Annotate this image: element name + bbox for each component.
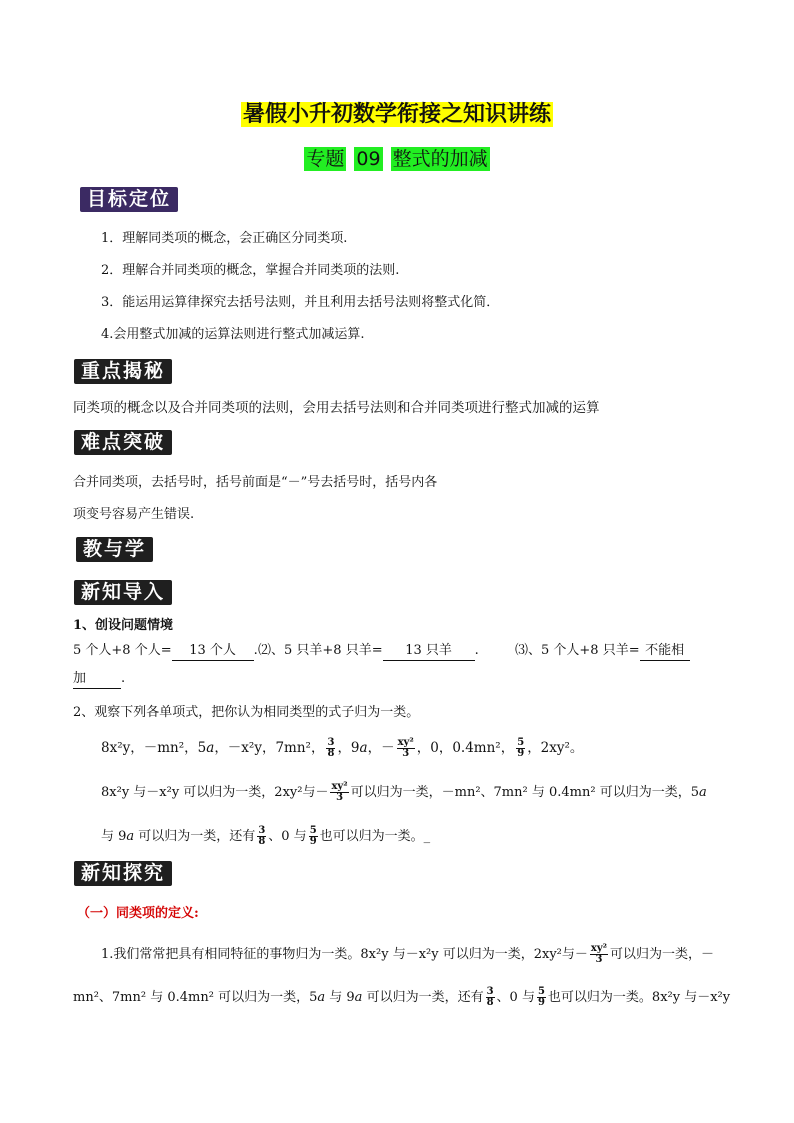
fraction bbox=[330, 782, 348, 803]
hard-badge: 难点突破 bbox=[74, 430, 172, 455]
fraction-den: 9 bbox=[517, 748, 525, 759]
q3-answer-cont: 加 bbox=[73, 670, 121, 689]
explore-part: mn²、7mn² 与 0.4mn² 可以归为一类，5 bbox=[73, 990, 318, 1005]
terms-part: ，－x²y，7mn²， bbox=[214, 740, 325, 756]
subtitle-num: 09 bbox=[356, 148, 381, 170]
goal-item: 2．理解合并同类项的概念，掌握合并同类项的法则. bbox=[101, 263, 400, 278]
explore-line-2 bbox=[73, 987, 730, 1008]
q1-prefix: 5 个人+8 个人= bbox=[73, 643, 172, 658]
terms-part: ，9 bbox=[337, 740, 360, 756]
fraction-num: 5 bbox=[537, 986, 545, 997]
var-a: a bbox=[126, 829, 135, 844]
explore-heading: （一）同类项的定义: bbox=[77, 906, 199, 921]
explore-line-1 bbox=[101, 944, 714, 965]
fraction-den: 3 bbox=[402, 748, 410, 759]
q2-answer: 13 只羊 bbox=[383, 642, 475, 661]
fraction bbox=[590, 944, 608, 965]
answer-part: 可以归为一类，还有 bbox=[134, 829, 256, 844]
subtitle-prefix: 专题 bbox=[306, 148, 345, 170]
terms-part: 8x²y，－mn²，5 bbox=[101, 740, 207, 756]
question-4: 2、观察下列各单项式，把你认为相同类型的式子归为一类。 bbox=[73, 705, 420, 720]
terms-part: ，2xy²。 bbox=[527, 740, 584, 756]
q3-suffix: . bbox=[121, 671, 126, 686]
fraction bbox=[309, 826, 318, 847]
explore-part: 与 9 bbox=[325, 990, 355, 1005]
hard-line: 项变号容易产生错误. bbox=[73, 507, 195, 522]
fraction-num: xy² bbox=[397, 737, 414, 748]
fraction-den: 8 bbox=[258, 836, 266, 847]
page-title-wrap bbox=[0, 100, 794, 130]
fraction bbox=[397, 738, 415, 759]
answer-line-2 bbox=[101, 826, 430, 847]
teach-badge: 教与学 bbox=[76, 537, 153, 562]
q3-answer: 不能相 bbox=[640, 642, 690, 661]
fraction-den: 8 bbox=[327, 748, 335, 759]
explore-part: 可以归为一类，－ bbox=[610, 947, 715, 962]
question-2 bbox=[258, 642, 479, 661]
fraction-den: 3 bbox=[595, 954, 603, 965]
teach-badge-wrap bbox=[76, 537, 153, 561]
fraction-den: 9 bbox=[537, 997, 545, 1008]
explore-badge: 新知探究 bbox=[74, 861, 172, 886]
explore-part: 、0 与 bbox=[496, 990, 535, 1005]
goal-item: 1．理解同类项的概念，会正确区分同类项. bbox=[101, 231, 348, 246]
q1-answer: 13 个人 bbox=[172, 642, 254, 661]
goal-badge-wrap bbox=[80, 187, 178, 211]
var-a: a bbox=[359, 740, 368, 756]
key-badge-wrap bbox=[74, 359, 172, 383]
hard-line: 合并同类项，去括号时，括号前面是“－”号去括号时，括号内各 bbox=[73, 475, 438, 490]
intro-badge: 新知导入 bbox=[74, 580, 172, 605]
key-text: 同类项的概念以及合并同类项的法则，会用去括号法则和合并同类项进行整式加减的运算 bbox=[73, 400, 600, 416]
terms-part: ，0，0.4mn²， bbox=[416, 740, 515, 756]
var-a: a bbox=[206, 740, 215, 756]
goal-item: 4.会用整式加减的运算法则进行整式加减运算. bbox=[101, 327, 365, 342]
fraction-den: 8 bbox=[486, 997, 494, 1008]
explore-part: 也可以归为一类。8x²y 与－x²y bbox=[547, 990, 731, 1005]
fraction-den: 9 bbox=[309, 836, 317, 847]
answer-part: 与 9 bbox=[101, 829, 127, 844]
fraction-num: xy² bbox=[590, 943, 608, 954]
explore-badge-wrap bbox=[74, 861, 172, 885]
term-list bbox=[101, 738, 583, 759]
fraction bbox=[516, 738, 525, 759]
fraction bbox=[257, 826, 266, 847]
q2-prefix: ⑵、5 只羊+8 只羊= bbox=[258, 643, 383, 658]
key-badge: 重点揭秘 bbox=[74, 359, 172, 384]
q3-prefix: ⑶、5 个人+8 只羊= bbox=[515, 643, 640, 658]
fraction bbox=[486, 987, 495, 1008]
var-a: a bbox=[317, 990, 326, 1005]
answer-part: 、0 与 bbox=[268, 829, 307, 844]
answer-line-1 bbox=[101, 782, 707, 803]
subtitle-wrap bbox=[0, 146, 794, 172]
answer-part: 8x²y 与－x²y 可以归为一类，2xy²与－ bbox=[101, 785, 329, 800]
hard-badge-wrap bbox=[74, 430, 172, 454]
explore-part: 1.我们常常把具有相同特征的事物归为一类。8x²y 与－x²y 可以归为一类，2xy²与－ bbox=[101, 947, 588, 962]
fraction-den: 3 bbox=[336, 792, 344, 803]
goal-item: 3．能运用运算律探究去括号法则，并且利用去括号法则将整式化简． bbox=[101, 295, 500, 310]
answer-part: 可以归为一类，－mn²、7mn² 与 0.4mn² 可以归为一类，5 bbox=[350, 785, 699, 800]
question-3-cont bbox=[73, 670, 125, 689]
subtitle-topic: 整式的加减 bbox=[392, 148, 488, 170]
fraction-num: 5 bbox=[517, 737, 525, 748]
fraction-num: 3 bbox=[327, 737, 335, 748]
page-title: 暑假小升初数学衔接之知识讲练 bbox=[242, 102, 551, 127]
answer-part: 也可以归为一类。_ bbox=[319, 829, 431, 844]
terms-part: ，－ bbox=[367, 740, 395, 756]
fraction-num: 3 bbox=[486, 986, 494, 997]
subtitle-gap bbox=[383, 148, 391, 170]
fraction-num: 5 bbox=[309, 825, 317, 836]
var-a: a bbox=[698, 785, 707, 800]
goal-badge: 目标定位 bbox=[80, 187, 178, 212]
question-1 bbox=[73, 642, 258, 661]
q1-suffix: . bbox=[253, 643, 258, 658]
fraction bbox=[537, 987, 546, 1008]
intro-badge-wrap bbox=[74, 580, 172, 604]
intro-heading: 1、创设问题情境 bbox=[73, 618, 174, 633]
fraction bbox=[326, 738, 335, 759]
fraction-num: xy² bbox=[331, 781, 348, 792]
var-a: a bbox=[354, 990, 363, 1005]
explore-part: 可以归为一类，还有 bbox=[362, 990, 484, 1005]
fraction-num: 3 bbox=[258, 825, 266, 836]
question-3 bbox=[515, 642, 690, 661]
q2-suffix: . bbox=[474, 643, 479, 658]
